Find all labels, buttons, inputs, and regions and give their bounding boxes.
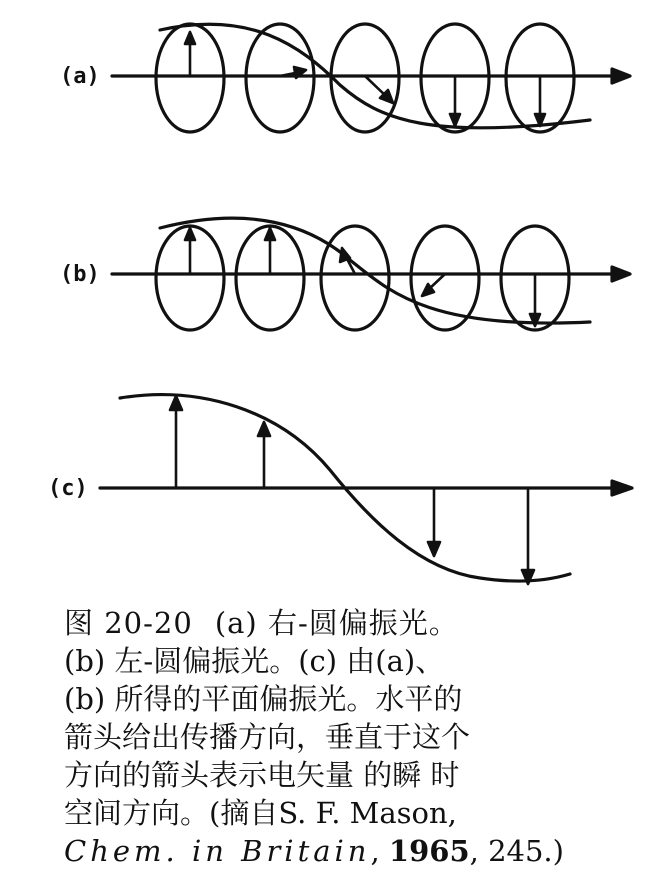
caption-line-3: (b) 所得的平面偏振光。水平的 — [64, 682, 463, 716]
citation-year: 1965 — [388, 834, 470, 868]
polarization-circle — [411, 226, 479, 330]
panel-c-drawing — [100, 395, 632, 584]
caption-line-5: 方向的箭头表示电矢量 的瞬 时 — [64, 758, 460, 792]
panel-label-a: (a) — [60, 64, 100, 89]
polarization-circle — [321, 226, 389, 330]
citation-comma: , — [370, 834, 380, 868]
panel-label-c: (c) — [48, 476, 88, 501]
journal-name: Chem. in Britain — [64, 834, 371, 868]
electric-vector-arrows — [170, 396, 534, 584]
caption-line-2: (b) 左-圆偏振光。(c) 由(a)、 — [64, 644, 445, 678]
caption-line-6: 空间方向。(摘自S. F. Mason, — [64, 796, 457, 830]
propagation-arrowhead-a — [612, 69, 630, 83]
caption-line-1 — [64, 604, 644, 642]
caption-line-7 — [64, 832, 644, 870]
figure-number: 图 20-20 — [64, 606, 193, 640]
panel-a-drawing — [112, 24, 630, 132]
electric-vector-arrows — [185, 228, 540, 326]
panel-b-drawing — [112, 218, 630, 330]
panel-label-b: (b) — [60, 262, 100, 287]
citation-pages: , 245.) — [469, 834, 564, 868]
caption-line-1-text: (a) 右-圆偏振光。 — [214, 606, 459, 640]
caption-line-4: 箭头给出传播方向，垂直于这个 — [64, 720, 471, 754]
electric-vector-arrows — [185, 32, 545, 126]
propagation-arrowhead-b — [612, 267, 630, 281]
propagation-arrowhead-c — [612, 481, 632, 495]
figure-caption — [64, 604, 644, 870]
